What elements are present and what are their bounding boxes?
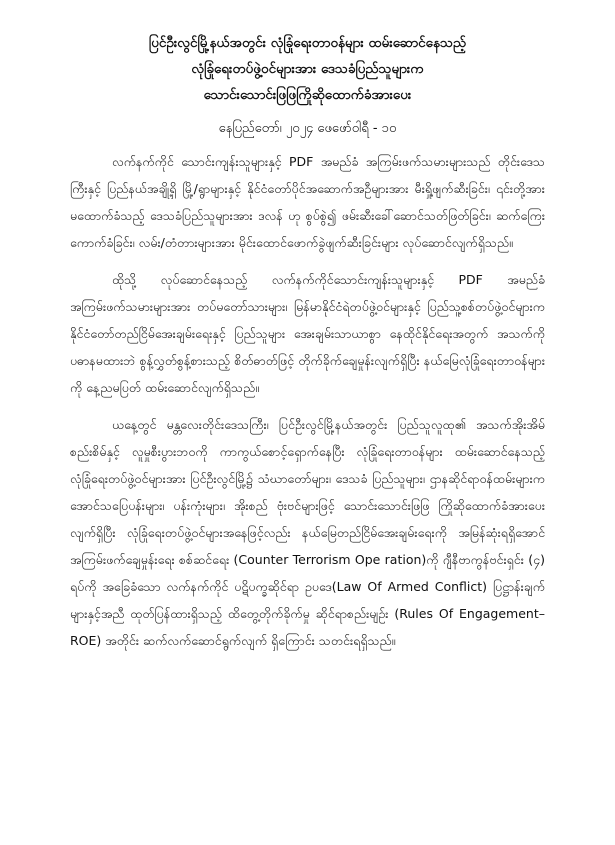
- dateline: နေပြည်တော်၊ ၂၀၂၄ ဖေဖော်ဝါရီ - ၁၀: [218, 121, 397, 136]
- headline-line-2: လုံခြုံရေးတပ်ဖွဲ့ဝင်များအား ဒေသခံပြည်သူများက: [191, 61, 424, 77]
- paragraph-3: ယနေ့တွင် မန္တလေးတိုင်းဒေသကြီး၊ ပြင်ဦးလွင်မြို့နယ်အတွင်း ပြည်သူလူထု၏ အသက်အိုးအိမ်စည်းစိမ်နှင့် လူမှုစီးပွားဘဝကို ကာကွယ်စောင့်ရှောက်နေပြီး လုံခြုံရေးတာဝန်များ ထမ်းဆောင်နေသည့် လုံခြုံရေးတပ်ဖွဲ့ဝင်များအား ပြင်ဦးလွင်မြို့၌ သံဃာတော်များ၊ ဒေသခံ ပြည်သူများ၊ ဌာနဆိုင်ရာဝန်ထမ်းများက အောင်သပြေပန်းများ၊ ပန်းကုံးများ၊ အိုးစည် ဗုံးဗင်များဖြင့် သောင်းသောင်းဖြဖြ ကြိုဆိုထောက်ခံအားပေးလျက်ရှိပြီး လုံခြုံရေးတပ်ဖွဲ့ဝင်များအနေဖြင့်လည်း နယ်မြေတည်ငြိမ်အေးချမ်းရေးကို အမြန်ဆုံးရရှိအောင် အကြမ်းဖက်ချေမှုန်းရေး စစ်ဆင်ရေး (Counter Terrorism Ope ration)ကို ဂျီနီဗာကွန်ဗင်းရှင်း (၄) ရပ်ကို အခြေခံသော လက်နက်ကိုင် ပဋိပက္ခဆိုင်ရာ ဥပဒေ(Law Of Armed Conflict) ပြဋ္ဌာန်းချက်များနှင့်အညီ ထုတ်ပြန်ထားရှိသည့် ထိတွေ့တိုက်ခိုက်မှု ဆိုင်ရာစည်းမျဉ်း (Rules Of Engagement–ROE) အတိုင်း ဆက်လက်ဆောင်ရွက်လျက် ရှိကြောင်း သတင်းရရှိသည်။: [70, 417, 545, 648]
- headline-line-1: ပြင်ဦးလွင်မြို့နယ်အတွင်း လုံခြုံရေးတာဝန်များ ထမ်းဆောင်နေသည့်: [148, 35, 467, 51]
- paragraph-1: လက်နက်ကိုင် သောင်းကျန်းသူများနှင့် PDF အမည်ခံ အကြမ်းဖက်သမားများသည် တိုင်းဒေသကြီးနှင့် ပြည်နယ်အချို့ရှိ မြို့/ရွာများနှင့် နိုင်ငံတော်ပိုင်အဆောက်အဦများအား မီးရှို့ဖျက်ဆီးခြင်း၊ ၎င်းတို့အား မထောက်ခံသည့် ဒေသခံပြည်သူများအား ဒလန် ဟု စွပ်စွဲ၍ ဖမ်းဆီးခေါ်ဆောင်သတ်ဖြတ်ခြင်း၊ ဆက်ကြေးကောက်ခံခြင်း၊ လမ်း/တံတားများအား မိုင်းထောင်ဖောက်ခွဲဖျက်ဆီးခြင်းများ လုပ်ဆောင်လျက်ရှိသည်။: [70, 154, 545, 250]
- paragraph-2: ထိုသို့ လုပ်ဆောင်နေသည့် လက်နက်ကိုင်သောင်းကျန်းသူများနှင့် PDF အမည်ခံ အကြမ်းဖက်သမားများအား တပ်မတော်သားများ၊ မြန်မာနိုင်ငံရဲတပ်ဖွဲ့ဝင်များနှင့် ပြည်သူ့စစ်တပ်ဖွဲ့ဝင်များက နိုင်ငံတော်တည်ငြိမ်အေးချမ်းရေးနှင့် ပြည်သူများ အေးချမ်းသာယာစွာ နေထိုင်နိုင်ရေးအတွက် အသက်ကိုပဓာနမထားဘဲ စွန့်လွှတ်စွန့်စားသည့် စိတ်ဓာတ်ဖြင့် တိုက်ခိုက်ချေမှုန်းလျက်ရှိပြီး နယ်မြေလုံခြုံရေးတာဝန်များကို နေ့ညမပြတ် ထမ်းဆောင်လျက်ရှိသည်။: [70, 272, 545, 395]
- headline-line-3: သောင်းသောင်းဖြဖြကြိုဆိုထောက်ခံအားပေး: [203, 87, 412, 103]
